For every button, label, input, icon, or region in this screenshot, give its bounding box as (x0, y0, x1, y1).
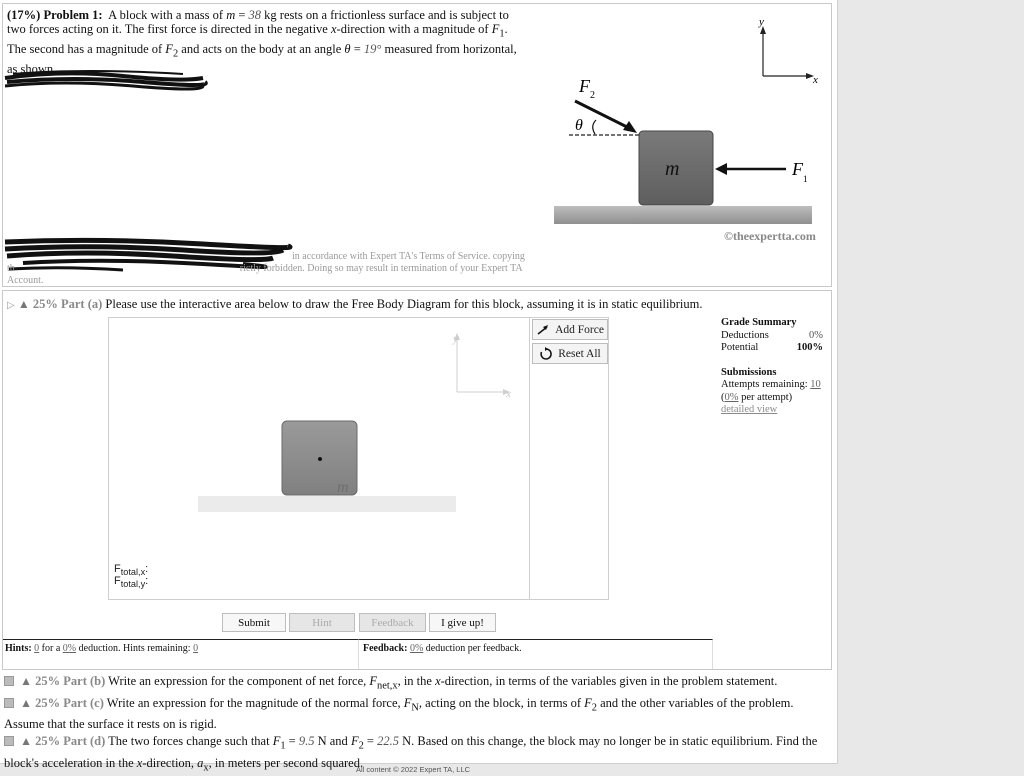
part-d-text-3: -direction, (142, 755, 195, 770)
potential-value: 100% (796, 342, 823, 353)
part-c-text-1: Write an expression for the magnitude of the normal force, (106, 695, 401, 710)
f2-var: F (165, 42, 173, 57)
arrow-icon (536, 324, 550, 336)
expand-triangle-icon[interactable]: ▷ (7, 300, 15, 311)
part-c-label: Part (c) (63, 695, 104, 710)
problem-text-2: kg rests on a frictionless surface and is subject to two forces acting on it. The first force is directed in the negative (7, 8, 509, 37)
figure-f1-sub: 1 (803, 174, 808, 184)
part-d-percent: 25% (35, 734, 61, 748)
figure-f2-arrow (575, 101, 633, 130)
submit-button[interactable]: Submit (222, 613, 286, 632)
part-d-label: Part (d) (63, 734, 106, 748)
problem-figure (543, 12, 828, 227)
feedback-bar (358, 639, 713, 669)
reset-all-label: Reset All (558, 347, 601, 360)
collapsed-part-icon (4, 676, 14, 686)
part-d-a: a (197, 755, 204, 770)
figure-theta-label: θ (575, 117, 583, 134)
part-b-x: x (435, 674, 441, 688)
f1-sub: 1 (499, 28, 505, 40)
hints-bar (3, 639, 358, 669)
part-d-text-4: , in meters per second squared. (208, 755, 364, 770)
per-attempt-text: per attempt) (741, 391, 793, 403)
attempts-remaining (721, 379, 823, 392)
part-a-prompt: Please use the interactive area below to draw the Free Body Diagram for this block, assuming it is in static equilibrium. (105, 297, 703, 311)
canvas-x-label: x (506, 388, 511, 400)
collapsed-part-icon (4, 698, 14, 708)
part-d-f2-eq: = (363, 734, 378, 748)
attempts-value: 10 (810, 379, 821, 390)
part-b-row[interactable] (4, 673, 830, 695)
part-d-x: x (136, 755, 143, 770)
part-c-text-3: and the other variables of the problem. Assume that the surface it rests on is rigid. (4, 695, 794, 731)
per-attempt-pct: 0% (724, 391, 739, 403)
part-a-box (2, 290, 832, 670)
potential-label: Potential (721, 342, 759, 353)
figure-y-label: y (759, 16, 764, 28)
part-b-label: Part (b) (63, 674, 106, 688)
grade-summary-title: Grade Summary (721, 317, 797, 328)
part-a-label: Part (a) (60, 297, 103, 311)
copyright-fragment-2: th (7, 263, 15, 274)
submissions-title: Submissions (721, 366, 777, 378)
f2-sub: 2 (172, 48, 179, 60)
part-c-text-2: , acting on the block, in terms of (418, 695, 582, 710)
canvas-block-center-dot[interactable] (318, 457, 322, 461)
footer: All content © 2022 Expert TA, LLC (356, 765, 471, 774)
figure-x-label: x (813, 74, 818, 86)
part-c-f2: F (584, 695, 592, 710)
give-up-button[interactable]: I give up! (429, 613, 496, 632)
part-d-f2-sub: 2 (358, 740, 364, 752)
hints-remaining: 0 (193, 643, 199, 654)
ftotal-x-colon: : (145, 563, 149, 575)
reset-icon (539, 347, 553, 361)
figure-ground (554, 206, 812, 224)
deductions-label: Deductions (721, 329, 769, 341)
other-parts (4, 673, 830, 776)
part-d-text-1: The two forces change such that (108, 734, 270, 748)
ftotal-y-symbol: F (114, 575, 121, 587)
part-b-text-1: Write an expression for the component of net force, (108, 674, 367, 688)
hints-for-a: for a (41, 643, 61, 654)
deductions-row (721, 330, 823, 343)
add-force-label: Add Force (555, 323, 604, 336)
problem-text-3: -direction with a magnitude of (336, 22, 489, 37)
ftotal-x-symbol: F (114, 563, 121, 575)
hints-count: 0 (34, 643, 40, 654)
problem-header: (17%) Problem 1: (7, 8, 103, 22)
problem-text (7, 8, 527, 77)
part-a-percent: 25% (32, 297, 58, 311)
f1-var: F (491, 22, 500, 37)
canvas-ground (198, 496, 456, 512)
part-b-text-3: -direction, in terms of the variables given in the problem statement. (440, 674, 778, 688)
part-c-f2-sub: 2 (591, 702, 597, 713)
part-d-f2-value: 22.5 (377, 734, 399, 748)
part-c-var: F (403, 695, 412, 710)
feedback-button[interactable]: Feedback (359, 613, 426, 632)
ftotal-y-readout (114, 575, 148, 589)
deductions-value: 0% (809, 329, 823, 341)
figure-f1-label: F (792, 159, 803, 179)
problem-statement-box (2, 3, 832, 287)
hints-text: deduction. Hints remaining: (78, 643, 191, 654)
problem-text-6: measured from horizontal, as shown. (7, 42, 517, 77)
copyright-fragment-3: rictly forbidden. Doing so may result in termination of your Expert TA (239, 263, 523, 274)
per-attempt-open: ( (721, 391, 725, 403)
watermark: ©theexpertta.com (724, 229, 816, 243)
ftotal-x-sub: total,x (120, 567, 146, 578)
copyright-fragment-4: Account. (7, 275, 44, 286)
copyright-note (7, 251, 532, 287)
attempts-label: Attempts remaining: (721, 379, 808, 390)
theta-eq: = (350, 42, 364, 57)
problem-text-4: . The second has a magnitude of (7, 22, 508, 57)
ftotal-y-colon: : (145, 575, 149, 587)
theta-value: 19° (363, 42, 382, 57)
part-d-f2: F (350, 734, 359, 748)
figure-f2-label: F (579, 76, 590, 96)
canvas-y-label: y (453, 333, 458, 345)
per-attempt (721, 392, 823, 405)
mass-value: 38 (248, 8, 262, 22)
hint-button[interactable]: Hint (289, 613, 355, 632)
x-direction-var: x (330, 22, 337, 37)
part-d-text-2: N. Based on this change, the block may no longer be in static equilibrium. Find the block's acceleration in the (4, 734, 818, 770)
warning-icon: ▲ (17, 297, 30, 311)
part-b-percent: 25% (35, 674, 61, 688)
part-d-f1-eq: = (285, 734, 299, 748)
collapsed-part-icon (4, 736, 14, 746)
grade-summary (721, 317, 823, 417)
part-c-var-sub: N (411, 702, 419, 713)
potential-row (721, 342, 823, 355)
figure-f2-sub: 2 (590, 90, 595, 101)
feedback-pct: 0% (409, 643, 424, 654)
part-d-f1-sub: 1 (280, 740, 286, 752)
problem-text-1: A block with a mass of (108, 8, 224, 22)
part-b-var-sub: net,x (377, 680, 398, 692)
hints-pct: 0% (62, 643, 77, 654)
canvas-block-label: m (337, 479, 349, 496)
reset-all-button[interactable] (532, 343, 608, 364)
warning-icon: ▲ (20, 674, 33, 688)
warning-icon: ▲ (20, 734, 33, 748)
part-d-a-sub: x (203, 762, 209, 773)
hints-label: Hints: (5, 643, 32, 654)
warning-icon: ▲ (20, 695, 33, 710)
feedback-label: Feedback: (363, 643, 408, 654)
add-force-button[interactable] (532, 319, 608, 340)
part-b-text-2: , in the (397, 674, 432, 688)
mass-eq: = (235, 8, 249, 22)
theta-var: θ (344, 42, 351, 57)
part-d-unit-n1: N and (317, 734, 348, 748)
part-d-f1: F (272, 734, 281, 748)
problem-text-5: and acts on the body at an angle (181, 42, 342, 57)
ftotal-y-sub: total,y (120, 579, 146, 590)
redaction-scribble-top (3, 68, 208, 92)
part-b-var: F (369, 674, 378, 688)
figure-mass-label: m (665, 158, 680, 180)
part-a-header[interactable] (7, 297, 702, 312)
feedback-text: deduction per feedback. (425, 643, 522, 654)
canvas-tools-panel (529, 317, 609, 600)
mass-variable: m (226, 8, 236, 22)
part-c-row[interactable] (4, 695, 830, 734)
part-c-percent: 25% (35, 695, 61, 710)
part-d-f1-value: 9.5 (298, 734, 315, 748)
detailed-view-link[interactable]: detailed view (721, 404, 778, 415)
copyright-fragment-1: in accordance with Expert TA's Terms of Service. copying (292, 251, 525, 262)
